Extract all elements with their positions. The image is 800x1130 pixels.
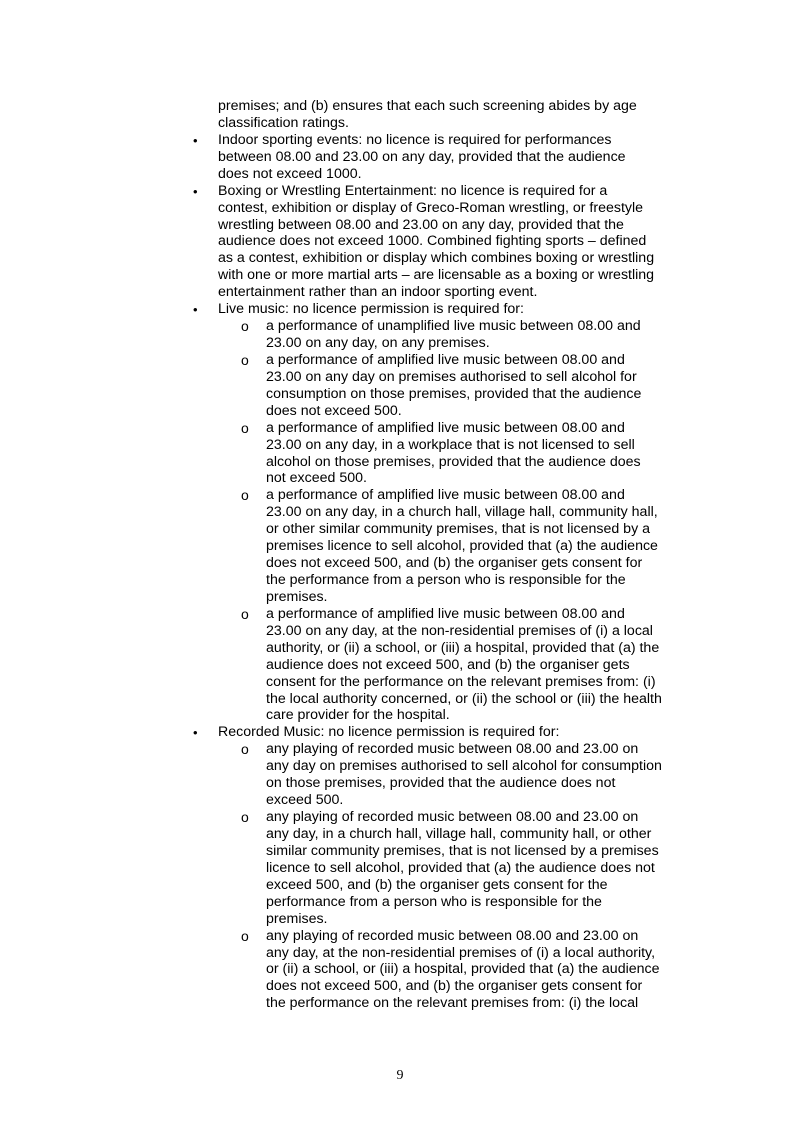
- text-line: any day on premises authorised to sell alcohol for consumption: [266, 758, 662, 775]
- sub-bullet-marker: o: [241, 419, 249, 436]
- text-line: exceed 500.: [266, 792, 344, 809]
- text-line: 23.00 on any day, on any premises.: [266, 335, 490, 352]
- text-line: contest, exhibition or display of Greco-Roman wrestling, or freestyle: [218, 199, 644, 216]
- text-line: does not exceed 500, and (b) the organiser gets consent for: [266, 555, 643, 572]
- text-line: as a contest, exhibition or display which combines boxing or wrestling: [218, 250, 655, 267]
- text-line: Indoor sporting events: no licence is required for performances: [218, 131, 612, 148]
- text-line: on those premises, provided that the audience does not: [266, 775, 616, 792]
- text-line: does not exceed 500, and (b) the organiser gets consent for: [266, 978, 643, 995]
- text-line: the local authority concerned, or (ii) the school or (iii) the health: [266, 690, 662, 707]
- text-line: premises; and (b) ensures that each such screening abides by age: [218, 98, 637, 114]
- text-line: the performance on the relevant premises from: (i) the local: [266, 995, 639, 1012]
- sub-bullet-marker: o: [241, 741, 249, 758]
- text-line: Recorded Music: no licence permission is required for:: [218, 724, 560, 741]
- sub-bullet-marker: o: [241, 605, 249, 622]
- text-line: a performance of amplified live music between 08.00 and: [266, 605, 625, 622]
- text-line: does not exceed 1000.: [218, 165, 362, 182]
- text-line: any playing of recorded music between 08.00 and 23.00 on: [266, 809, 639, 826]
- sub-bullet-marker: o: [241, 487, 249, 504]
- sub-bullet-marker: o: [241, 351, 249, 368]
- bullet-marker: •: [193, 725, 198, 741]
- text-line: any playing of recorded music between 08.00 and 23.00 on: [266, 741, 639, 758]
- text-line: 23.00 on any day, in a church hall, village hall, community hall,: [266, 504, 658, 521]
- sub-bullet-marker: o: [241, 927, 249, 944]
- text-line: a performance of amplified live music between 08.00 and: [266, 487, 625, 504]
- text-line: audience does not exceed 500, and (b) the organiser gets: [266, 656, 630, 673]
- text-line: or (ii) a school, or (iii) a hospital, provided that (a) the audience: [266, 961, 660, 978]
- sub-bullet-marker: o: [241, 809, 249, 826]
- text-line: authority, or (ii) a school, or (iii) a hospital, provided that (a) the: [266, 639, 660, 656]
- text-line: premises.: [266, 588, 328, 605]
- text-line: 23.00 on any day on premises authorised to sell alcohol for: [266, 368, 637, 385]
- text-line: premises.: [266, 910, 328, 927]
- text-line: alcohol on those premises, provided that the audience does: [266, 453, 641, 470]
- text-line: consumption on those premises, provided that the audience: [266, 385, 642, 402]
- text-line: exceed 500, and (b) the organiser gets consent for the: [266, 876, 608, 893]
- text-line: classification ratings.: [218, 114, 349, 131]
- text-line: a performance of amplified live music between 08.00 and: [266, 419, 625, 436]
- text-line: consent for the performance on the relevant premises from: (i): [266, 673, 656, 690]
- page-number: 9: [396, 1068, 404, 1083]
- bullet-marker: •: [193, 302, 198, 318]
- text-line: similar community premises, that is not licensed by a premises: [266, 842, 659, 859]
- bullet-marker: •: [193, 183, 198, 199]
- text-line: 23.00 on any day, at the non-residential premises of (i) a local: [266, 622, 653, 639]
- text-line: between 08.00 and 23.00 on any day, provided that the audience: [218, 148, 626, 165]
- text-line: any playing of recorded music between 08.00 and 23.00 on: [266, 927, 639, 944]
- sub-bullet-marker: o: [241, 318, 249, 335]
- text-line: entertainment rather than an indoor sporting event.: [218, 284, 538, 301]
- text-line: the performance from a person who is responsible for the: [266, 572, 626, 589]
- text-line: or other similar community premises, that is not licensed by a: [266, 521, 650, 538]
- bullet-marker: •: [193, 132, 198, 148]
- text-line: Boxing or Wrestling Entertainment: no licence is required for a: [218, 182, 608, 199]
- text-line: a performance of unamplified live music between 08.00 and: [266, 318, 641, 335]
- text-line: Live music: no licence permission is required for:: [218, 301, 524, 318]
- text-line: wrestling between 08.00 and 23.00 on any day, provided that the: [218, 216, 624, 233]
- text-line: audience does not exceed 1000. Combined fighting sports – defined: [218, 233, 647, 250]
- text-line: any day, in a church hall, village hall, community hall, or other: [266, 825, 652, 842]
- text-line: not exceed 500.: [266, 470, 367, 487]
- text-line: 23.00 on any day, in a workplace that is not licensed to sell: [266, 436, 635, 453]
- text-line: any day, at the non-residential premises of (i) a local authority,: [266, 944, 656, 961]
- text-line: care provider for the hospital.: [266, 707, 450, 724]
- text-line: does not exceed 500.: [266, 402, 402, 419]
- text-line: licence to sell alcohol, provided that (a) the audience does not: [266, 859, 655, 876]
- text-line: performance from a person who is responsible for the: [266, 893, 602, 910]
- text-line: with one or more martial arts – are licensable as a boxing or wrestling: [218, 267, 655, 284]
- text-line: a performance of amplified live music between 08.00 and: [266, 351, 625, 368]
- text-line: premises licence to sell alcohol, provided that (a) the audience: [266, 538, 658, 555]
